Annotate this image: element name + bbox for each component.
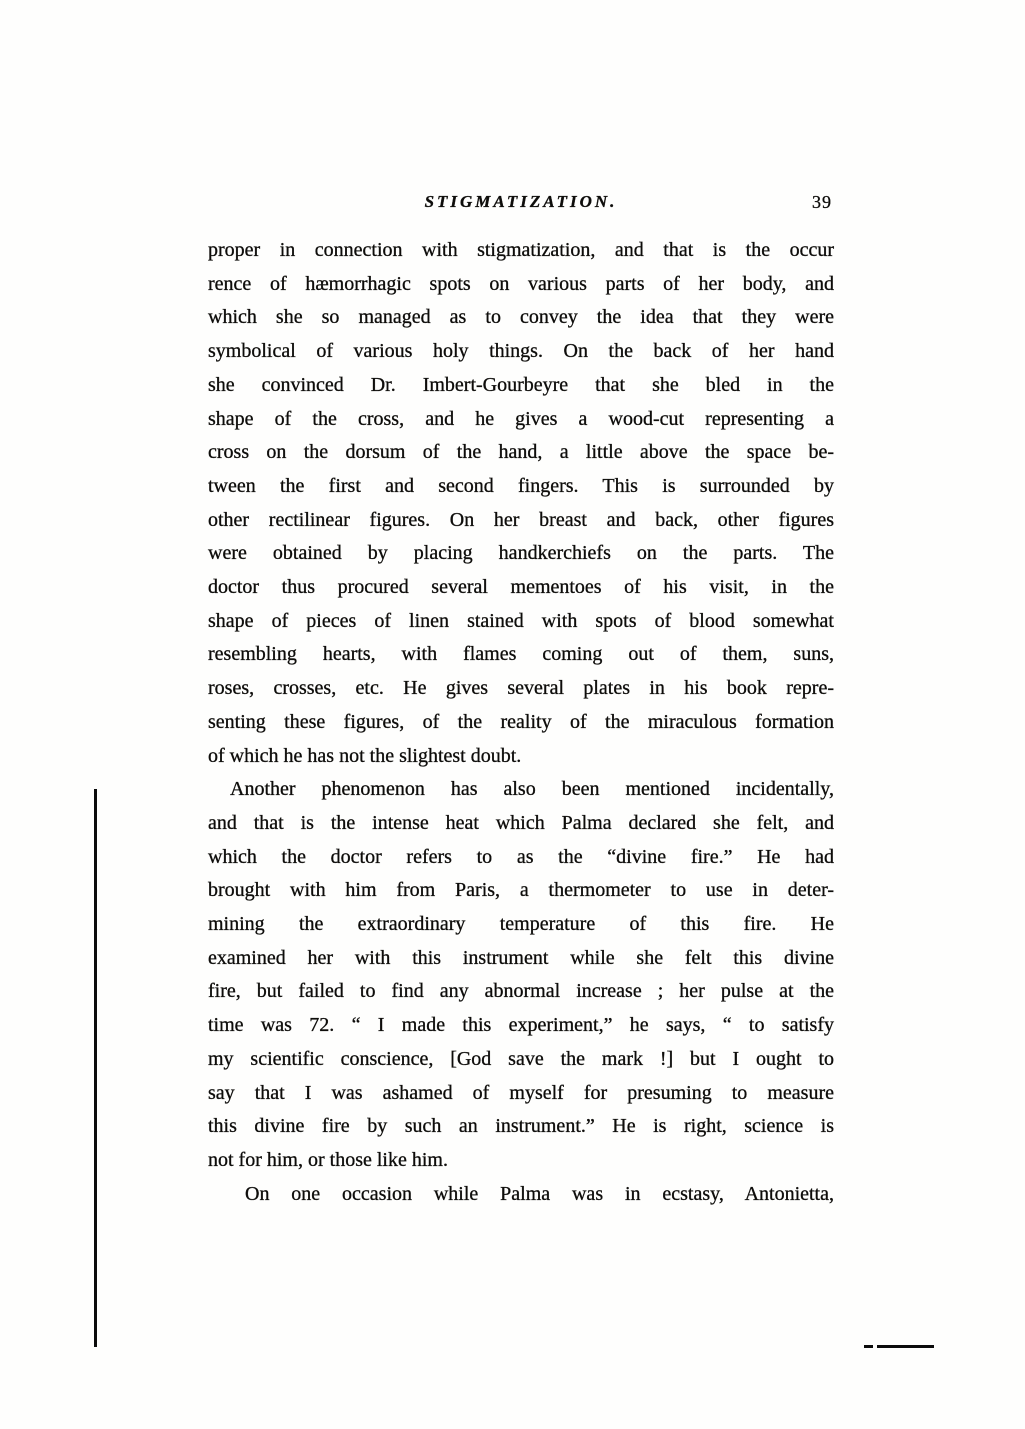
text-line: roses, crosses, etc. He gives several plates in his book repre- — [208, 677, 834, 700]
text-line: fire, but failed to find any abnormal increase ; her pulse at the — [208, 980, 834, 1003]
text-line: rence of hæmorrhagic spots on various parts of her body, and — [208, 272, 834, 295]
text-line: On one occasion while Palma was in ecstasy, Antonietta, — [245, 1182, 834, 1205]
scan-artifact-horizontal-line — [877, 1345, 934, 1348]
text-line: which the doctor refers to as the “divine fire.” He had — [208, 845, 834, 868]
text-line: not for him, or those like him. — [208, 1148, 448, 1171]
text-line: examined her with this instrument while she felt this divine — [208, 946, 834, 969]
text-line: Another phenomenon has also been mentioned incidentally, — [230, 778, 834, 801]
text-line: cross on the dorsum of the hand, a little above the space be- — [208, 441, 834, 464]
text-line: doctor thus procured several mementoes of his visit, in the — [208, 576, 834, 599]
text-line: mining the extraordinary temperature of this fire. He — [208, 913, 834, 936]
text-line: which she so managed as to convey the idea that they were — [208, 306, 834, 329]
scan-artifact-horizontal-dash — [864, 1345, 873, 1348]
text-line: say that I was ashamed of myself for presuming to measure — [208, 1081, 834, 1104]
text-line: symbolical of various holy things. On the back of her hand — [208, 340, 834, 363]
page-number: 39 — [812, 192, 832, 212]
text-line: shape of the cross, and he gives a wood-cut representing a — [208, 407, 834, 430]
running-head — [208, 192, 834, 222]
text-line: proper in connection with stigmatization, and that is the occur — [208, 239, 834, 261]
text-line: were obtained by placing handkerchiefs on the parts. The — [208, 542, 834, 565]
text-line: shape of pieces of linen stained with spots of blood somewhat — [208, 609, 834, 632]
text-line: she convinced Dr. Imbert-Gourbeyre that she bled in the — [208, 373, 834, 396]
text-line: time was 72. “ I made this experiment,” he says, “ to satisfy — [208, 1014, 834, 1037]
page-title: STIGMATIZATION. — [424, 192, 618, 211]
text-line: senting these figures, of the reality of the miraculous formation — [208, 710, 834, 733]
text-line: my scientific conscience, [God save the mark !] but I ought to — [208, 1047, 834, 1070]
text-line: this divine fire by such an instrument.” He is right, science is — [208, 1115, 834, 1138]
paragraph-3 — [208, 1178, 834, 1212]
text-line: and that is the intense heat which Palma declared she felt, and — [208, 811, 834, 834]
text-line: of which he has not the slightest doubt. — [208, 744, 522, 767]
text-line: resembling hearts, with flames coming out of them, suns, — [208, 643, 834, 666]
text-line: brought with him from Paris, a thermometer to use in deter- — [208, 879, 834, 902]
scan-artifact-vertical-line — [94, 789, 97, 1347]
body-text — [208, 234, 834, 1211]
paragraph-1 — [208, 234, 834, 773]
text-line: other rectilinear figures. On her breast and back, other figures — [208, 508, 834, 531]
text-line: tween the first and second fingers. This is surrounded by — [208, 474, 834, 497]
paragraph-2 — [208, 773, 834, 1177]
